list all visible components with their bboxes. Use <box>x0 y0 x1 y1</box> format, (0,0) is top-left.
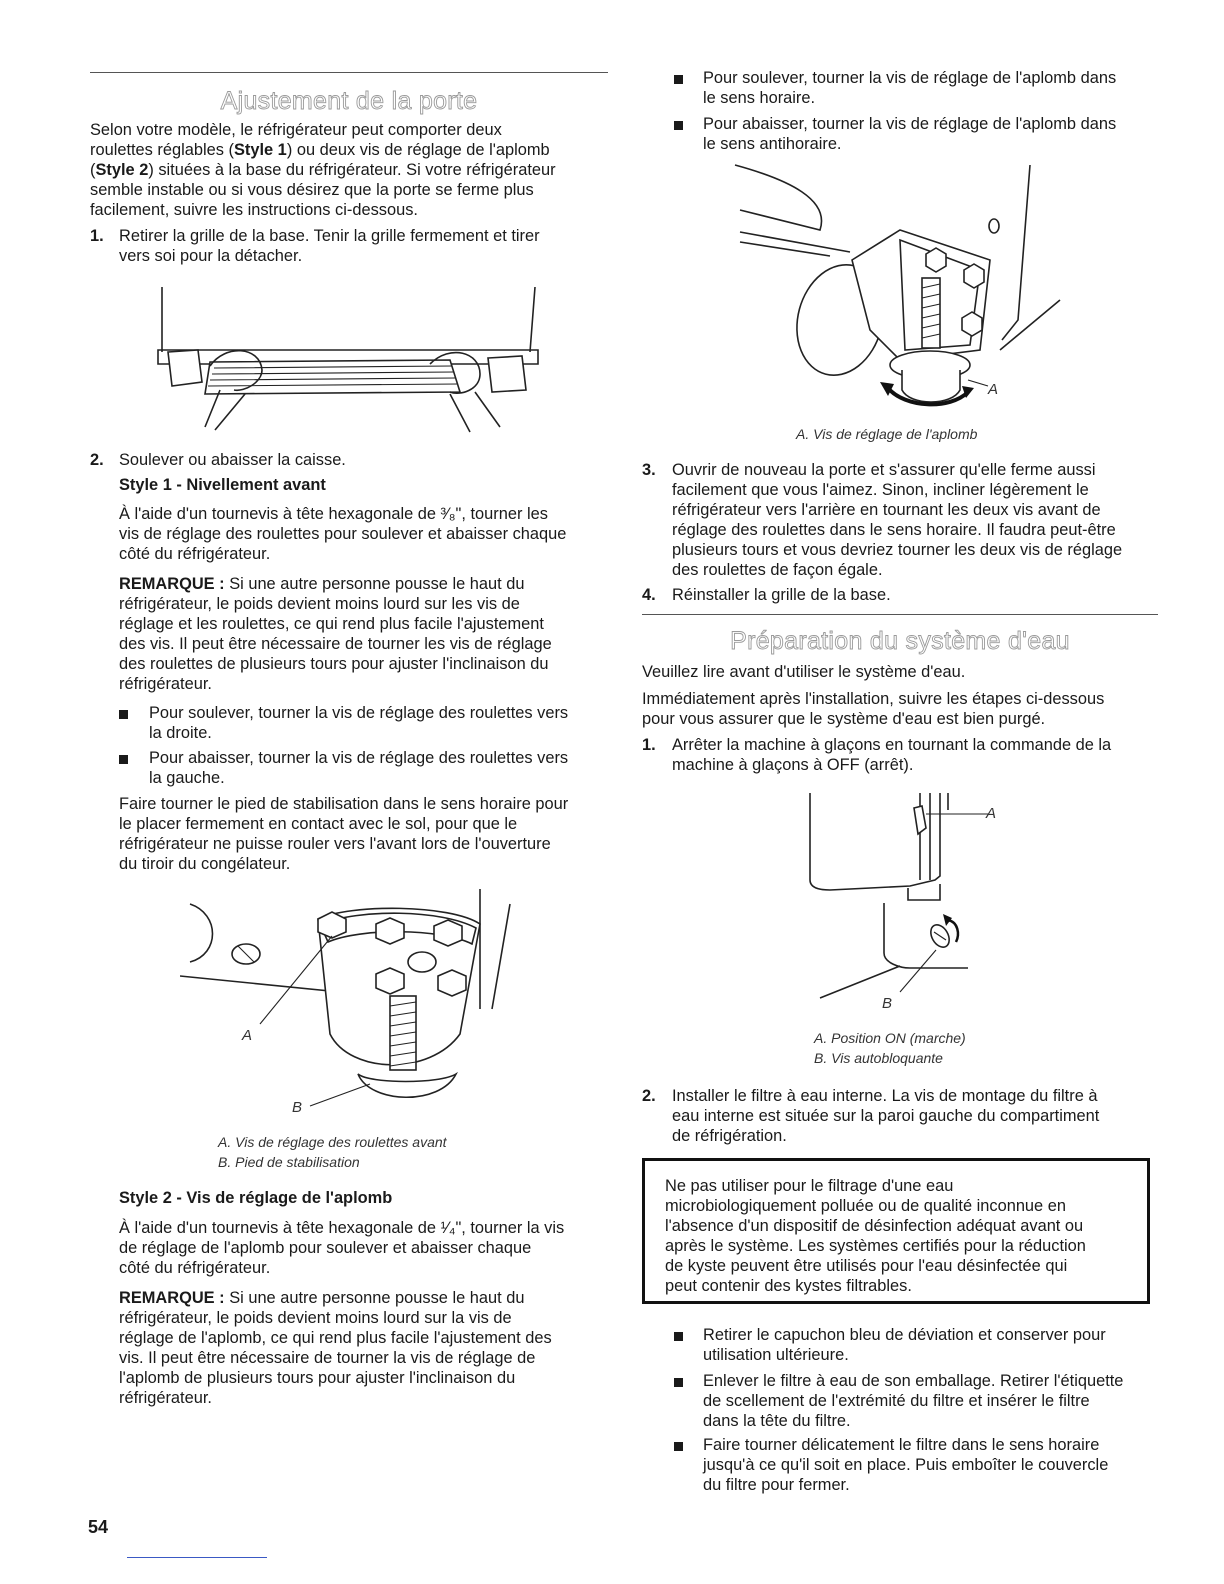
bullet-marker <box>674 1332 683 1341</box>
water-step-2-text: Installer le filtre à eau interne. La vis de montage du filtre à eau interne est située sur la paroi gauche du compartiment de réfrigération. <box>672 1087 1100 1145</box>
fig3-label-a: A <box>988 381 999 398</box>
style-1-heading: Style 1 - Nivellement avant <box>119 476 326 494</box>
fig3-caption: A. Vis de réglage de l'aplomb <box>796 426 978 442</box>
water-step-1-text: Arrêter la machine à glaçons en tournant la commande de la machine à glaçons à OFF (arrêt). <box>672 736 1112 774</box>
water-step-1-number: 1. <box>642 736 656 754</box>
step-3-number: 3. <box>642 461 656 479</box>
fig2-caption-a: A. Vis de réglage des roulettes avant <box>218 1134 447 1150</box>
section-rule-right <box>642 614 1158 615</box>
water-intro-1: Veuillez lire avant d'utiliser le système d'eau. <box>642 663 966 681</box>
section-title-door-adjustment: Ajustement de la porte <box>220 87 478 115</box>
stabilizer-paragraph: Faire tourner le pied de stabilisation dans le sens horaire pour le placer fermement en contact avec le sol, pour que le réfrigérateur ne puisse rouler vers l'avant lors de l'ouverture du tiroir du congélateur. <box>119 795 569 873</box>
fig2-label-b: B <box>292 1099 303 1116</box>
fig4-caption-a: A. Position ON (marche) <box>814 1030 966 1046</box>
filter-bullet-rotate: Faire tourner délicatement le filtre dans le sens horaire jusqu'à ce qu'il soit en place. Puis emboîter le couvercle du filtre pour fermer. <box>703 1436 1109 1494</box>
top-rule-left <box>90 72 608 73</box>
bullet-marker <box>674 1442 683 1451</box>
step-2-text: Soulever ou abaisser la caisse. <box>119 451 346 469</box>
fig4-caption-b: B. Vis autobloquante <box>814 1050 943 1066</box>
step-1-text: Retirer la grille de la base. Tenir la grille fermement et tirer vers soi pour la détacher. <box>119 227 540 265</box>
water-warning-text: Ne pas utiliser pour le filtrage d'une eau microbiologiquement polluée ou de qualité inconnue en l'absence d'un dispositif de désinfection adéquat avant ou après le système. Les systèmes certifiés pour la réduction de kyste peuvent être utilisés pour l'eau désinfectée qui peut contenir des kystes filtrables. <box>665 1177 1086 1295</box>
step-4-number: 4. <box>642 586 656 604</box>
water-step-2-number: 2. <box>642 1087 656 1105</box>
style-2-paragraph: À l'aide d'un tournevis à tête hexagonale de ¹⁄₄", tourner la vis de réglage de l'aplomb pour soulever et abaisser chaque côté du réfrigérateur. <box>119 1219 565 1277</box>
bullet-marker <box>119 755 128 764</box>
figure-leveling-screw <box>730 160 1070 420</box>
intro-paragraph: Selon votre modèle, le réfrigérateur peut comporter deux roulettes réglables (Style 1) ou deux vis de réglage de l'aplomb (Style 2) situées à la base du réfrigérateur. Si votre réfrigérateur semble instable ou si vous désirez que la porte se ferme plus facilement, suivre les instructions ci-dessous. <box>90 121 556 219</box>
figure-grille-removal <box>150 282 550 442</box>
bullet-marker <box>119 710 128 719</box>
figure-ice-maker <box>800 788 1020 1018</box>
remarque-2: REMARQUE : Si une autre personne pousse le haut du réfrigérateur, le poids devient moins lourd sur la vis de réglage de l'aplomb, ce qui rend plus facile l'ajustement des vis. Il peut être nécessaire de tourner la vis de réglage de l'aplomb de plusieurs tours pour ajuster l'inclinaison du réfrigérateur. <box>119 1289 552 1407</box>
figure-front-roller <box>180 884 520 1124</box>
bullet-raise-casters: Pour soulever, tourner la vis de réglage des roulettes vers la droite. <box>149 704 569 742</box>
filter-bullet-remove-cap: Retirer le capuchon bleu de déviation et conserver pour utilisation ultérieure. <box>703 1326 1106 1364</box>
bullet-marker <box>674 75 683 84</box>
section-title-water-system: Préparation du système d'eau <box>730 627 1070 655</box>
step-3-text: Ouvrir de nouveau la porte et s'assurer qu'elle ferme aussi facilement que vous l'aimez. Sinon, incliner légèrement le réfrigérateur vers l'arrière en tournant les deux vis avant de réglage des roulettes dans le sens horaire. Il faudra peut-être plusieurs tours et vous devriez tourner les deux vis de réglage des roulettes de façon égale. <box>672 461 1123 579</box>
step-2-number: 2. <box>90 451 104 469</box>
bullet-marker <box>674 1378 683 1387</box>
remarque-1: REMARQUE : Si une autre personne pousse le haut du réfrigérateur, le poids devient moins lourd sur les vis de réglage et les roulettes, ce qui rend plus facile l'ajustement des vis. Il peut être nécessaire de tourner les vis de réglage des roulettes de plusieurs tours pour ajuster l'inclinaison du réfrigérateur. <box>119 575 552 693</box>
fig2-caption-b: B. Pied de stabilisation <box>218 1154 360 1170</box>
bullet-lower-leveling: Pour abaisser, tourner la vis de réglage de l'aplomb dans le sens antihoraire. <box>703 115 1117 153</box>
step-1-number: 1. <box>90 227 104 245</box>
style-1-paragraph: À l'aide d'un tournevis à tête hexagonale de ³⁄₈", tourner les vis de réglage des roulettes pour soulever et abaisser chaque côté du réfrigérateur. <box>119 505 567 563</box>
footer-rule <box>127 1557 267 1558</box>
water-warning-box <box>642 1158 1150 1304</box>
page-number: 54 <box>88 1517 109 1537</box>
water-intro-2: Immédiatement après l'installation, suivre les étapes ci-dessous pour vous assurer que le système d'eau est bien purgé. <box>642 690 1105 728</box>
step-4-text: Réinstaller la grille de la base. <box>672 586 891 604</box>
bullet-lower-casters: Pour abaisser, tourner la vis de réglage des roulettes vers la gauche. <box>149 749 569 787</box>
fig2-label-a: A <box>242 1027 253 1044</box>
fig4-label-b: B <box>882 995 893 1012</box>
bullet-raise-leveling: Pour soulever, tourner la vis de réglage de l'aplomb dans le sens horaire. <box>703 69 1117 107</box>
style-2-heading: Style 2 - Vis de réglage de l'aplomb <box>119 1189 393 1207</box>
bullet-marker <box>674 121 683 130</box>
fig4-label-a: A <box>986 805 997 822</box>
filter-bullet-unpack: Enlever le filtre à eau de son emballage. Retirer l'étiquette de scellement de l'extrémité du filtre et insérer le filtre dans la tête du filtre. <box>703 1372 1124 1430</box>
